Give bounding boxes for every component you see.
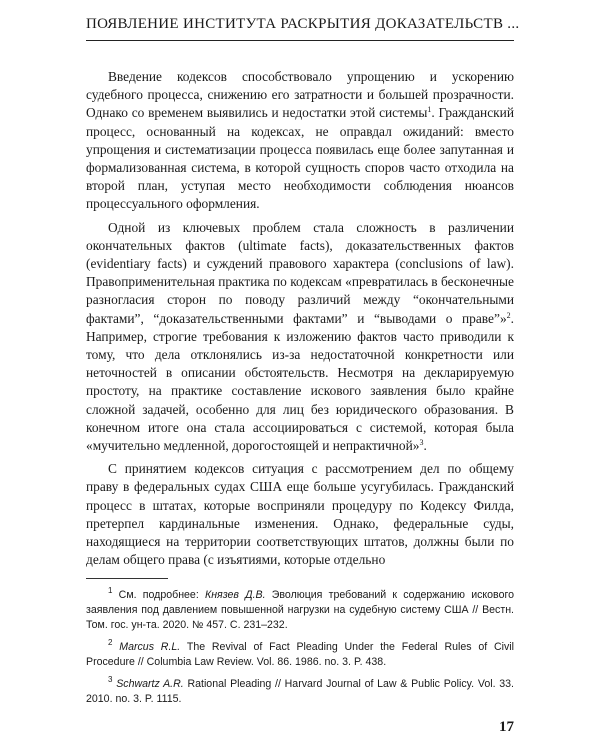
paragraph bbox=[86, 219, 514, 456]
paragraph-text: Одной из ключевых проблем стала сложность в различении окончательных фактов (ultimate facts), доказательственных фактов (evidentiary facts) и суждений правового характера (conclusions of law). Правоприменительная практика по кодексам «превратилась в бесконечные разногласия сторон по поводу различий между “окончательными фактами”, “доказательственными фактами” и “выводами о праве”» bbox=[86, 219, 514, 326]
header-rule bbox=[86, 40, 514, 41]
paragraph bbox=[86, 460, 514, 569]
footnote-text: Rational Pleading // Harvard Journal of Law & Public Policy. Vol. 33. 2010. no. 3. P. 1115. bbox=[86, 678, 514, 705]
footnote-ref: 2 bbox=[506, 310, 511, 320]
paragraph bbox=[86, 68, 514, 214]
body-text bbox=[86, 68, 514, 569]
footnote-text: Эволюция требований к содержанию искового заявления под давлением повышенной нагрузки на судебную систему США // Вестн. Том. гос. ун-та. 2020. № 457. С. 231–232. bbox=[86, 589, 514, 631]
footnotes bbox=[86, 588, 514, 714]
footnote-number: 3 bbox=[108, 675, 113, 684]
paragraph-text: . Гражданский процесс, основанный на кодексах, не оправдал ожиданий: вместо упрощения и систематизации процесса появилась еще более запутанная и формализованная система, в которой сущность споров часто отходила на второй план, уступая место необходимости соблюдения нюансов процессуального оформления. bbox=[86, 105, 514, 212]
paragraph-text: Введение кодексов способствовало упрощению и ускорению судебного процесса, снижению его затратности и большей прозрачности. Однако со временем выявились и недостатки этой системы bbox=[86, 69, 514, 121]
footnote-number: 1 bbox=[108, 586, 113, 595]
footnote-number: 2 bbox=[108, 638, 113, 647]
footnote-author: Marcus R.L. bbox=[119, 641, 181, 653]
footnote-author: Schwartz A.R. bbox=[116, 678, 184, 690]
paragraph-text: . Например, строгие требования к изложению фактов часто приводили к тому, что дела отклонялись из-за недостаточной конкретности или неточностей в описании обстоятельств. Несмотря на декларируемую простоту, на практике составление искового заявления было крайне сложной задачей, особенно для лиц без юридического образования. В конечном итоге она стала ассоциироваться с системой, которая была «мучительно медленной, дорогостоящей и непрактичной» bbox=[86, 310, 514, 454]
paragraph-text: . bbox=[423, 438, 427, 454]
running-title: ПОЯВЛЕНИЕ ИНСТИТУТА РАСКРЫТИЯ ДОКАЗАТЕЛЬСТВ ... bbox=[86, 16, 520, 32]
footnote-separator bbox=[86, 578, 168, 579]
footnote bbox=[86, 640, 514, 670]
footnote-text: The Revival of Fact Pleading Under the Federal Rules of Civil Procedure // Columbia Law Review. Vol. 86. 1986. no. 3. P. 438. bbox=[86, 641, 514, 668]
footnote-lead: См. подробнее: bbox=[118, 589, 205, 601]
page-number: 17 bbox=[499, 719, 514, 735]
footnote-author: Князев Д.В. bbox=[204, 589, 266, 601]
footnote bbox=[86, 588, 514, 633]
footnote bbox=[86, 677, 514, 707]
footnote-ref: 3 bbox=[419, 438, 424, 448]
footnote-ref: 1 bbox=[427, 105, 432, 115]
paragraph-text: С принятием кодексов ситуация с рассмотрением дел по общему праву в федеральных судах США еще больше усугубилась. Гражданский процесс в штатах, которые восприняли процедуру по Кодексу Филда, претерпел кардинальные изменения. Однако, федеральные суды, находящиеся на территории соответствующих штатов, должны были по делам общего права (с изъятиями, которые отдельно bbox=[86, 461, 514, 568]
